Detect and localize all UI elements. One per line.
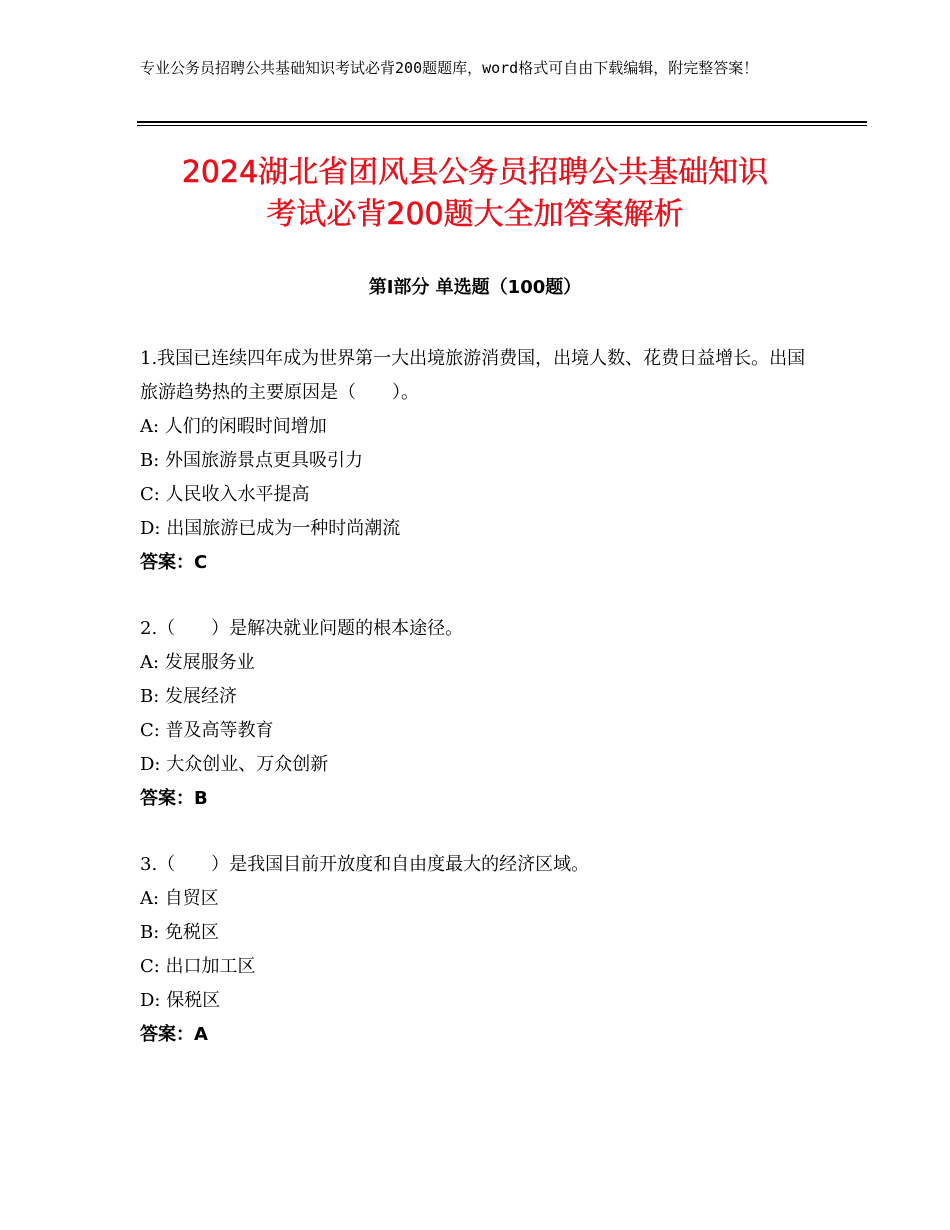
header-divider-thick	[137, 121, 867, 123]
answer-line: 答案：A	[140, 1024, 208, 1045]
option-d: D: 保税区	[140, 990, 221, 1011]
option-a: A: 人们的闲暇时间增加	[140, 416, 327, 437]
section-heading: 第Ⅰ部分 单选题（100题）	[368, 277, 582, 298]
option-b: B: 外国旅游景点更具吸引力	[140, 450, 364, 471]
question-item	[140, 342, 820, 580]
question-stem: 2.（ ）是解决就业问题的根本途径。	[140, 618, 464, 639]
question-stem: 3.（ ）是我国目前开放度和自由度最大的经济区域。	[140, 854, 590, 875]
header-divider-thin	[137, 125, 867, 126]
option-a: A: 发展服务业	[140, 652, 255, 673]
answer-line: 答案：B	[140, 788, 208, 809]
title-line-1: 2024湖北省团风县公务员招聘公共基础知识	[181, 155, 769, 190]
document-title	[100, 152, 850, 236]
option-d: D: 大众创业、万众创新	[140, 754, 329, 775]
option-b: B: 免税区	[140, 922, 220, 943]
option-a: A: 自贸区	[140, 888, 219, 909]
answer-line: 答案：C	[140, 552, 208, 573]
question-list	[140, 342, 820, 1052]
option-d: D: 出国旅游已成为一种时尚潮流	[140, 518, 401, 539]
option-c: C: 出口加工区	[140, 956, 256, 977]
question-item	[140, 848, 820, 1052]
option-b: B: 发展经济	[140, 686, 238, 707]
title-line-2: 考试必背200题大全加答案解析	[266, 197, 684, 232]
question-item	[140, 612, 820, 816]
option-c: C: 人民收入水平提高	[140, 484, 310, 505]
header-note: 专业公务员招聘公共基础知识考试必背200题题库，word格式可自由下载编辑，附完整答案！	[140, 59, 759, 77]
option-c: C: 普及高等教育	[140, 720, 274, 741]
question-stem: 1.我国已连续四年成为世界第一大出境旅游消费国，出境人数、花费日益增长。出国旅游趋势热的主要原因是（ ）。	[140, 348, 806, 403]
